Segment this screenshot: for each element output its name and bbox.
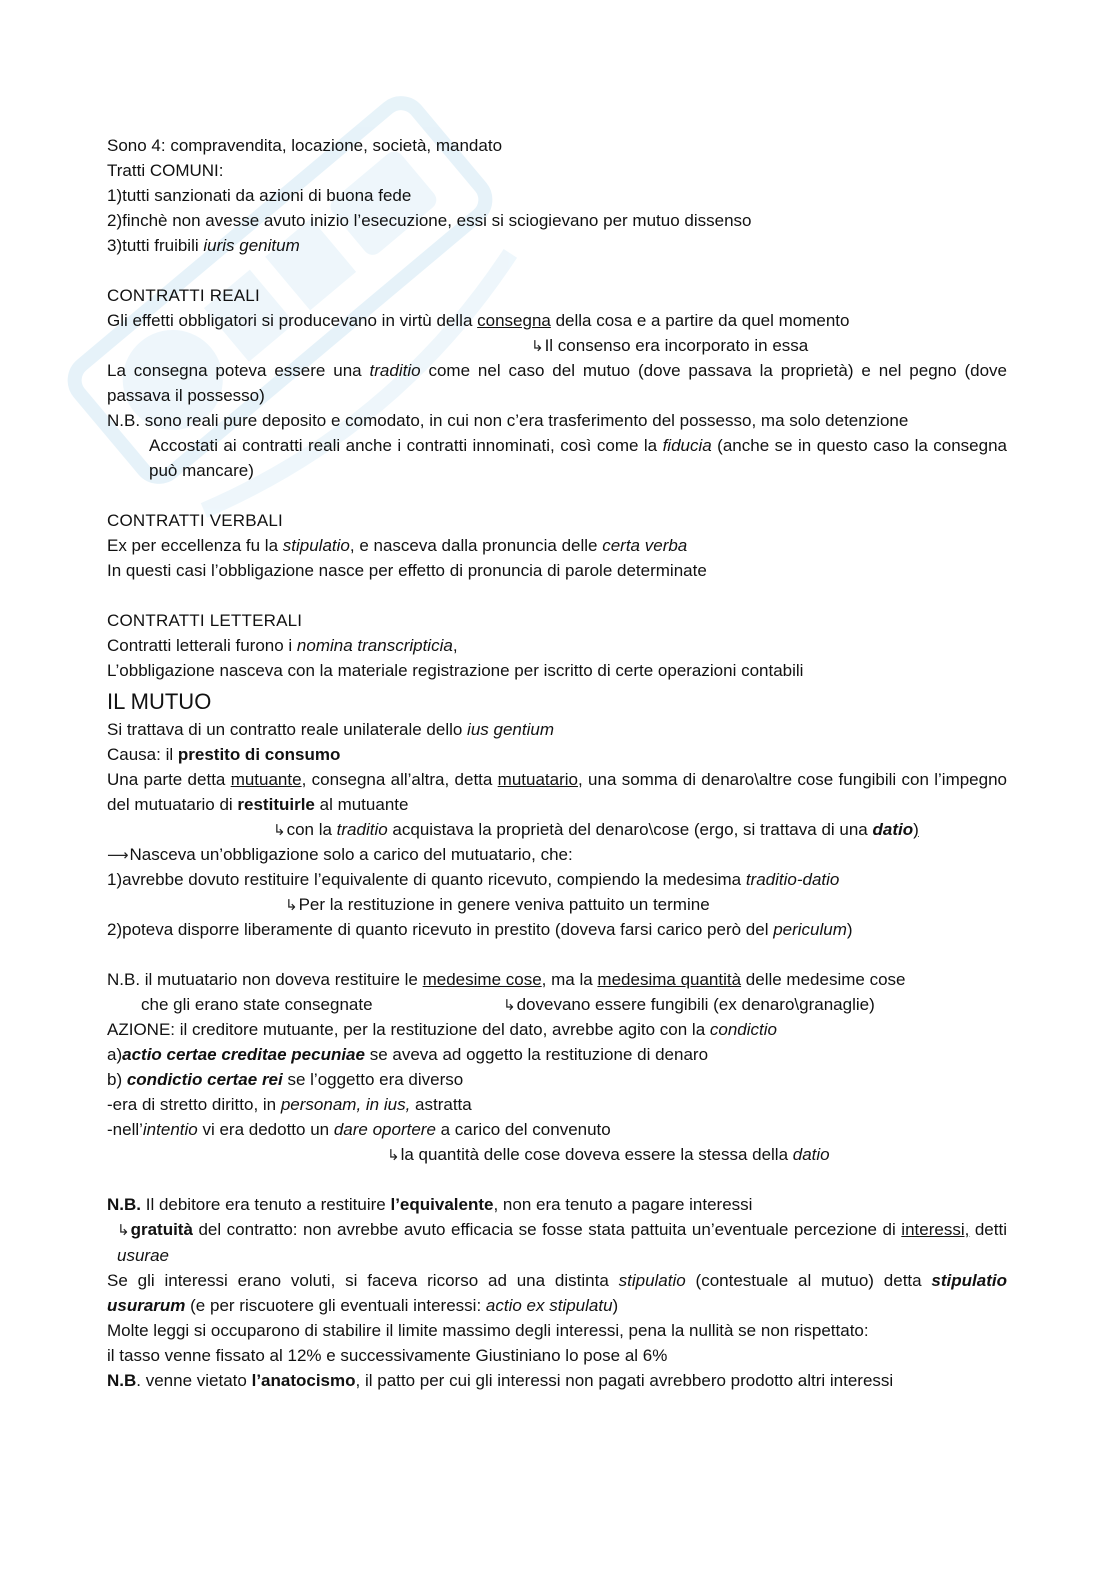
verbali-line-1: Ex per eccellenza fu la stipulatio, e nasceva dalla pronuncia delle certa verba <box>107 536 688 555</box>
mutuo-line-7: ↳Per la restituzione in genere veniva pattuito un termine <box>107 892 1007 917</box>
verbali-line-2: In questi casi l’obbligazione nasce per effetto di pronuncia di parole determinate <box>107 561 707 580</box>
heading-contratti-letterali: CONTRATTI LETTERALI <box>107 611 303 630</box>
mutuo-line-3: Una parte detta mutuante, consegna all’altra, detta mutuatario, una somma di denaro\altre cose fungibili con l’impegno del mutuatario di restituirle al mutuante <box>107 770 1008 814</box>
nb2-line-2: ↳gratuità del contratto: non avrebbe avuto efficacia se fosse stata pattuita un’eventuale percezione di interessi, detti usurae <box>117 1220 1007 1265</box>
nb1-line-5: b) condictio certae rei se l’oggetto era diverso <box>107 1070 464 1089</box>
mutuo-line-6: 1)avrebbe dovuto restituire l’equivalente di quanto ricevuto, compiendo la medesima traditio-datio <box>107 870 840 889</box>
nb2-line-3: Se gli interessi erano voluti, si faceva ricorso ad una distinta stipulatio (contestuale al mutuo) detta stipulatio usurarum (e per riscuotere gli eventuali interessi: actio ex stipulatu) <box>107 1271 1007 1315</box>
nb1-line-7: -nell’intentio vi era dedotto un dare oportere a carico del convenuto <box>107 1120 611 1139</box>
letterali-line-2: L’obbligazione nasceva con la materiale registrazione per iscritto di certe operazioni contabili <box>107 661 804 680</box>
heading-contratti-verbali: CONTRATTI VERBALI <box>107 511 283 530</box>
arrow-icon: ↳ <box>273 822 286 839</box>
arrow-icon: ↳ <box>285 897 298 914</box>
arrow-icon: ↳ <box>387 1147 400 1164</box>
reali-line-2: ↳Il consenso era incorporato in essa <box>107 333 1007 358</box>
reali-line-4: N.B. sono reali pure deposito e comodato, in cui non c’era trasferimento del possesso, ma solo detenzione <box>107 411 909 430</box>
arrow-icon: ↳ <box>531 338 544 355</box>
right-arrow-icon: ⟶ <box>107 847 129 864</box>
arrow-icon: ↳ <box>503 997 516 1014</box>
heading-il-mutuo: IL MUTUO <box>107 689 212 714</box>
reali-line-3: La consegna poteva essere una traditio come nel caso del mutuo (dove passava la proprietà) e nel pegno (dove passava il possesso) <box>107 361 1007 405</box>
reali-line-1: Gli effetti obbligatori si producevano in virtù della consegna della cosa e a partire da quel momento <box>107 311 850 330</box>
intro-line-1: Sono 4: compravendita, locazione, società, mandato <box>107 136 503 155</box>
intro-line-3: 1)tutti sanzionati da azioni di buona fede <box>107 186 412 205</box>
nb2-line-4: Molte leggi si occuparono di stabilire il limite massimo degli interessi, pena la nullità se non rispettato: <box>107 1321 869 1340</box>
document-body <box>107 133 1007 1393</box>
nb1-line-6: -era di stretto diritto, in personam, in ius, astratta <box>107 1095 472 1114</box>
mutuo-line-8: 2)poteva disporre liberamente di quanto ricevuto in prestito (doveva farsi carico però del periculum) <box>107 920 853 939</box>
heading-contratti-reali: CONTRATTI REALI <box>107 286 260 305</box>
nb1-line-2: che gli erano state consegnate ↳dovevano essere fungibili (ex denaro\granaglie) <box>107 992 1007 1017</box>
letterali-line-1: Contratti letterali furono i nomina transcripticia, <box>107 636 458 655</box>
nb1-line-3: AZIONE: il creditore mutuante, per la restituzione del dato, avrebbe agito con la condictio <box>107 1020 777 1039</box>
intro-line-5: 3)tutti fruibili iuris genitum <box>107 236 300 255</box>
intro-line-4: 2)finchè non avesse avuto inizio l’esecuzione, essi si sciogievano per mutuo dissenso <box>107 211 752 230</box>
nb1-line-4: a)actio certae creditae pecuniae se aveva ad oggetto la restituzione di denaro <box>107 1045 709 1064</box>
mutuo-line-5: ⟶Nasceva un’obbligazione solo a carico del mutuatario, che: <box>107 842 1007 867</box>
nb2-line-5: il tasso venne fissato al 12% e successivamente Giustiniano lo pose al 6% <box>107 1346 668 1365</box>
nb1-line-8: ↳la quantità delle cose doveva essere la stessa della datio <box>107 1142 1007 1167</box>
nb1-line-1: N.B. il mutuatario non doveva restituire le medesime cose, ma la medesima quantità delle medesime cose <box>107 970 906 989</box>
mutuo-line-4: ↳con la traditio acquistava la proprietà del denaro\cose (ergo, si trattava di una datio) <box>107 817 1007 842</box>
nb2-line-1: N.B. Il debitore era tenuto a restituire l’equivalente, non era tenuto a pagare interessi <box>107 1195 753 1214</box>
reali-line-5: Accostati ai contratti reali anche i contratti innominati, così come la fiducia (anche se in questo caso la consegna può mancare) <box>149 436 1007 480</box>
mutuo-line-2: Causa: il prestito di consumo <box>107 745 341 764</box>
intro-line-2: Tratti COMUNI: <box>107 161 224 180</box>
arrow-icon: ↳ <box>117 1222 130 1239</box>
mutuo-line-1: Si trattava di un contratto reale unilaterale dello ius gentium <box>107 720 554 739</box>
nb2-line-6: N.B. venne vietato l’anatocismo, il patto per cui gli interessi non pagati avrebbero prodotto altri interessi <box>107 1371 894 1390</box>
